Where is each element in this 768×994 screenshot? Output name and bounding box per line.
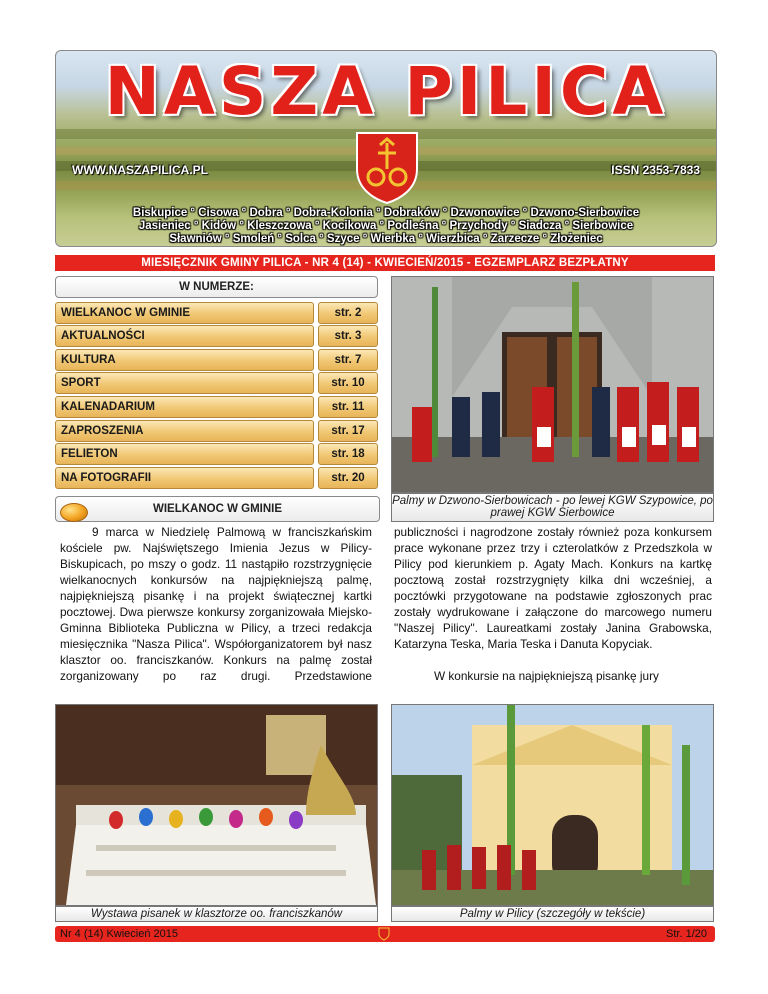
toc-item-page: str. 11 bbox=[318, 396, 378, 418]
photo-illustration bbox=[56, 705, 377, 905]
toc-item-label: KALENADARIUM bbox=[55, 396, 314, 418]
toc-item-page: str. 3 bbox=[318, 325, 378, 347]
photo-illustration bbox=[392, 277, 713, 492]
issn-label: ISSN 2353-7833 bbox=[611, 163, 700, 177]
photo-easter-egg-exhibition bbox=[55, 704, 378, 906]
masthead-title: NASZA PILICA bbox=[104, 53, 668, 130]
masthead bbox=[55, 50, 717, 247]
coat-of-arms-icon bbox=[378, 927, 390, 941]
toc-item-page: str. 18 bbox=[318, 443, 378, 465]
toc-item-felieton[interactable] bbox=[55, 443, 378, 463]
village-list bbox=[56, 207, 716, 246]
photo-caption: Palmy w Dzwono-Sierbowicach - po lewej KGW Szypowice, po prawej KGW Sierbowice bbox=[391, 493, 714, 522]
toc-item-label: WIELKANOC W GMINIE bbox=[55, 302, 314, 324]
toc-item-aktualnosci[interactable] bbox=[55, 325, 378, 345]
page-footer bbox=[55, 926, 715, 942]
toc-item-page: str. 10 bbox=[318, 372, 378, 394]
toc-item-zaproszenia[interactable] bbox=[55, 420, 378, 440]
coat-of-arms-icon bbox=[352, 129, 422, 205]
toc-item-sport[interactable] bbox=[55, 372, 378, 392]
issue-label: Nr 4 (14) Kwiecień 2015 bbox=[60, 928, 179, 940]
toc-item-page: str. 7 bbox=[318, 349, 378, 371]
article-paragraph: W konkursie na najpiękniejszą pisankę jury bbox=[434, 669, 659, 683]
article-header bbox=[55, 496, 380, 522]
toc-item-page: str. 20 bbox=[318, 467, 378, 489]
toc-item-label: NA FOTOGRAFII bbox=[55, 467, 314, 489]
toc-item-kalendarium[interactable] bbox=[55, 396, 378, 416]
toc-item-na-fotografii[interactable] bbox=[55, 467, 378, 487]
toc-item-label: ZAPROSZENIA bbox=[55, 420, 314, 442]
village-line: Jasieniec ° Kidów ° Kleszczowa ° Kocikowa ° Podleśna ° Przychody ° Siadcza ° Sierbowice bbox=[138, 220, 634, 232]
toc-item-page: str. 17 bbox=[318, 420, 378, 442]
village-line: Biskupice ° Cisowa ° Dobra ° Dobra-Kolonia ° Dobraków ° Dzwonowice ° Dzwono-Sierbowice bbox=[132, 207, 640, 219]
toc-item-label: AKTUALNOŚCI bbox=[55, 325, 314, 347]
photo-palms-dzwono-sierbowice bbox=[391, 276, 714, 493]
village-line: Sławniów ° Smoleń ° Solca ° Szyce ° Wierbka ° Wierzbica ° Zarzecze ° Złożeniec bbox=[169, 233, 603, 245]
photo-caption: Palmy w Pilicy (szczegóły w tekście) bbox=[391, 906, 714, 922]
issue-banner: MIESIĘCZNIK GMINY PILICA - NR 4 (14) - KWIECIEŃ/2015 - EGZEMPLARZ BEZPŁATNY bbox=[55, 255, 715, 271]
article-column-left bbox=[60, 524, 372, 684]
toc-item-page: str. 2 bbox=[318, 302, 378, 324]
page-number: Str. 1/20 bbox=[666, 928, 707, 940]
article-column-right bbox=[394, 524, 712, 684]
toc-item-wielkanoc[interactable] bbox=[55, 302, 378, 322]
website-link[interactable]: WWW.NASZAPILICA.PL bbox=[72, 163, 208, 177]
article-paragraph: 9 marca w Niedzielę Palmową w franciszkańskim kościele pw. Najświętszego Imienia Jezus w Pilicy-Biskupicach, po mszy o godz. 11 nastąpiło rozstrzygnięcie wielkanocnych konkursów na najpiękniejszą palmę, najpiękniejszą pisankę i na projekt świątecznej kartki pocztowej. Dwa pierwsze konkursy zorganizowała Miejsko-Gminna Biblioteka Publiczna w Pilicy, a trzeci redakcja miesięcznika "Nasza Pilica". Współorganizatorem był nasz klasztor oo. franciszkanów. Konkurs na palmę został zorganizowany po raz drugi. Przedstawione bbox=[60, 525, 372, 683]
toc-item-label: FELIETON bbox=[55, 443, 314, 465]
toc-item-kultura[interactable] bbox=[55, 349, 378, 369]
toc-header: W NUMERZE: bbox=[55, 276, 378, 298]
toc-item-label: SPORT bbox=[55, 372, 314, 394]
photo-caption: Wystawa pisanek w klasztorze oo. franciszkanów bbox=[55, 906, 378, 922]
article-title: WIELKANOC W GMINIE bbox=[152, 503, 283, 515]
toc-item-label: KULTURA bbox=[55, 349, 314, 371]
article-paragraph: publiczności i nagrodzone zostały również poza konkursem prace wykonane przez trzy i czterolatków z Przedszkola w Pilicy pod kierunkiem p. Agaty Mach. Konkurs na kartkę pocztową został rozstrzygnięty kilka dni wcześniej, a pocztówki przygotowane na podstawie zgłoszonych prac zostały wydrukowane i załączone do marcowego numeru "Naszej Pilicy". Laureatkami zostały Janina Grabowska, Katarzyna Teska, Maria Teska i Danuta Kopyciak. bbox=[394, 525, 712, 651]
photo-palms-pilica bbox=[391, 704, 714, 906]
table-of-contents bbox=[55, 276, 378, 487]
photo-illustration bbox=[392, 705, 713, 905]
